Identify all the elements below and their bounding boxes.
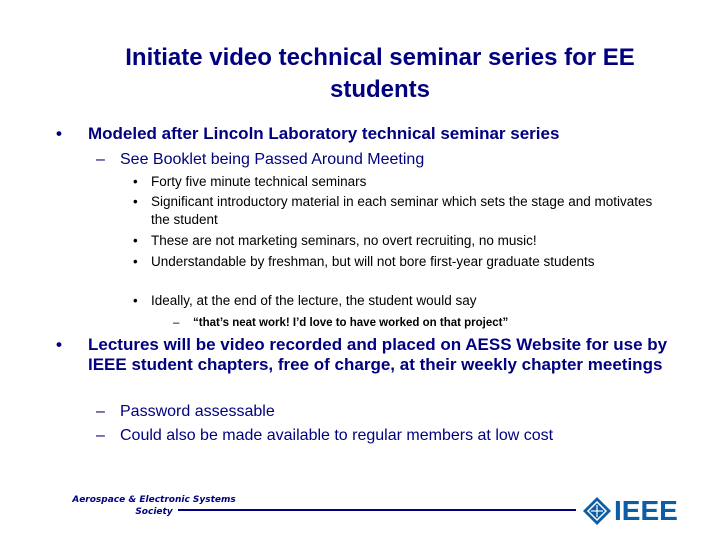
point-text: Understandable by freshman, but will not bore first-year graduate students — [151, 254, 595, 269]
bullet-icon: • — [56, 124, 62, 143]
slide-title-line-2: students — [329, 76, 430, 103]
dash-icon: – — [96, 151, 105, 168]
sub-item-text: Password assessable — [120, 403, 275, 420]
dash-icon: – — [96, 403, 105, 420]
point-text: Forty five minute technical seminars — [151, 174, 367, 189]
bullet-icon: • — [133, 174, 138, 189]
bullet-text: Modeled after Lincoln Laboratory technical seminar series — [88, 124, 560, 143]
footer-line-2: Society — [135, 507, 173, 517]
footer-line-1: Aerospace & Electronic Systems — [72, 495, 236, 505]
dash-icon: – — [173, 317, 180, 329]
bullet-icon: • — [133, 293, 138, 308]
bullet-icon: • — [133, 233, 138, 248]
slide-title — [60, 42, 700, 106]
dash-icon: – — [96, 427, 105, 444]
point-text: These are not marketing seminars, no overt recruiting, no music! — [151, 233, 537, 248]
ieee-logo — [582, 496, 682, 526]
bullet-icon: • — [133, 194, 138, 209]
sub-item-text: Could also be made available to regular members at low cost — [120, 427, 554, 444]
ieee-diamond-icon — [582, 496, 612, 526]
point-text: Ideally, at the end of the lecture, the student would say — [151, 293, 477, 308]
quote-text: “that’s neat work! I’d love to have worked on that project” — [193, 317, 509, 329]
ieee-wordmark: IEEE — [614, 495, 678, 526]
slide-title-line-1: Initiate video technical seminar series for EE — [125, 44, 635, 71]
bullet-icon: • — [133, 254, 138, 269]
footer-society-name — [54, 494, 254, 518]
point-text: Significant introductory material in each seminar which sets the stage and motivates the student — [151, 194, 653, 227]
footer-divider — [178, 509, 576, 511]
bullet-icon: • — [56, 335, 62, 354]
sub-item-text: See Booklet being Passed Around Meeting — [120, 151, 425, 168]
bullet-text: Lectures will be video recorded and placed on AESS Website for use by IEEE student chapters, free of charge, at their weekly chapter meetings — [88, 335, 668, 374]
